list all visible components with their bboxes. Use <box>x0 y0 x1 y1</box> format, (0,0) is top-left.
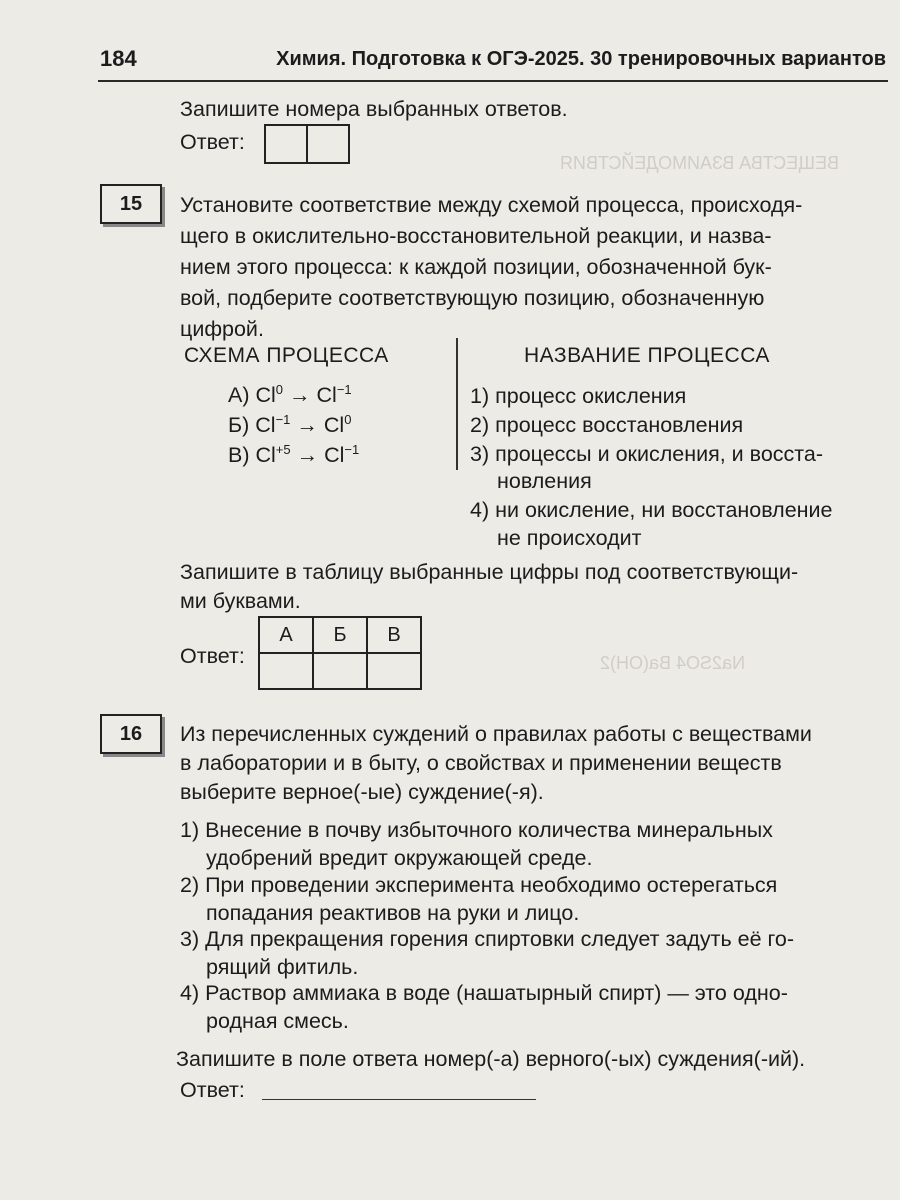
q16-answer-line[interactable] <box>262 1098 536 1100</box>
process-name-item: 2) процесс восстановления <box>470 413 744 437</box>
process-name-item: 3) процессы и окисления, и восста- <box>470 442 824 466</box>
prev-answer-label: Ответ: <box>180 130 245 154</box>
bleed-through: Na2SO4 Ba(OH)2 <box>600 653 746 673</box>
answer-cell-a[interactable] <box>259 653 313 689</box>
q16-option: рящий фитиль. <box>206 955 359 979</box>
prev-instruction: Запишите номера выбранных ответов. <box>180 97 568 121</box>
q16-option: 2) При проведении эксперимента необходимо остерегаться <box>180 873 778 897</box>
grid-header-b: Б <box>313 617 367 653</box>
process-name-item: 1) процесс окисления <box>470 384 687 408</box>
q16-text-line: в лаборатории и в быту, о свойствах и применении веществ <box>180 751 782 775</box>
header-divider <box>98 80 888 82</box>
q16-option: попадания реактивов на руки и лицо. <box>206 901 580 925</box>
process-name-item: 4) ни окисление, ни восстановление <box>470 498 833 522</box>
q15-instruction: ми буквами. <box>180 589 301 613</box>
scheme-column-header: СХЕМА ПРОЦЕССА <box>184 344 389 367</box>
q16-text-line: выберите верное(-ые) суждение(-я). <box>180 780 544 804</box>
q16-option: 3) Для прекращения горения спиртовки следует задуть её го- <box>180 927 794 951</box>
page-number: 184 <box>100 46 137 71</box>
q15-text-line: вой, подберите соответствующую позицию, обозначенную <box>180 286 765 310</box>
q15-answer-grid <box>258 616 422 690</box>
question-number-15: 15 <box>100 184 162 224</box>
q16-answer-label: Ответ: <box>180 1078 245 1102</box>
scheme-row-a: А) $Cl^0 \to Cl^{-1}$ <box>228 382 352 408</box>
q15-text-line: нием этого процесса: к каждой позиции, обозначенной бук- <box>180 255 772 279</box>
q16-option: удобрений вредит окружающей среде. <box>206 846 593 870</box>
answer-cell[interactable] <box>266 126 308 162</box>
answer-cell[interactable] <box>308 126 348 162</box>
prev-answer-boxes[interactable] <box>264 124 350 164</box>
scheme-row-b: Б) $Cl^{-1} \to Cl^0$ <box>228 412 352 438</box>
q15-text-line: Установите соответствие между схемой процесса, происходя- <box>180 193 803 217</box>
q16-instruction: Запишите в поле ответа номер(-а) верного(-ых) суждения(-ий). <box>176 1047 806 1071</box>
scheme-row-v: В) $Cl^{+5} \to Cl^{-1}$ <box>228 442 360 468</box>
q15-text-line: щего в окислительно-восстановительной реакции, и назва- <box>180 224 772 248</box>
bleed-through: ВЕЩЕСТВА ВЗАИМОДЕЙСТВИЯ <box>560 153 839 173</box>
q16-option: 4) Раствор аммиака в воде (нашатырный спирт) — это одно- <box>180 981 788 1005</box>
q16-text-line: Из перечисленных суждений о правилах работы с веществами <box>180 722 812 746</box>
grid-header-a: А <box>259 617 313 653</box>
process-name-item: новления <box>497 469 592 493</box>
grid-header-v: В <box>367 617 421 653</box>
book-title: Химия. Подготовка к ОГЭ-2025. 30 тренировочных вариантов <box>276 48 886 70</box>
process-name-item: не происходит <box>497 526 642 550</box>
answer-cell-v[interactable] <box>367 653 421 689</box>
q15-instruction: Запишите в таблицу выбранные цифры под соответствующи- <box>180 560 799 584</box>
q15-text-line: цифрой. <box>180 317 264 341</box>
question-number-16: 16 <box>100 714 162 754</box>
q16-option: 1) Внесение в почву избыточного количества минеральных <box>180 818 773 842</box>
answer-cell-b[interactable] <box>313 653 367 689</box>
q15-answer-label: Ответ: <box>180 644 245 668</box>
column-divider <box>456 338 458 470</box>
name-column-header: НАЗВАНИЕ ПРОЦЕССА <box>524 344 770 367</box>
q16-option: родная смесь. <box>206 1009 349 1033</box>
